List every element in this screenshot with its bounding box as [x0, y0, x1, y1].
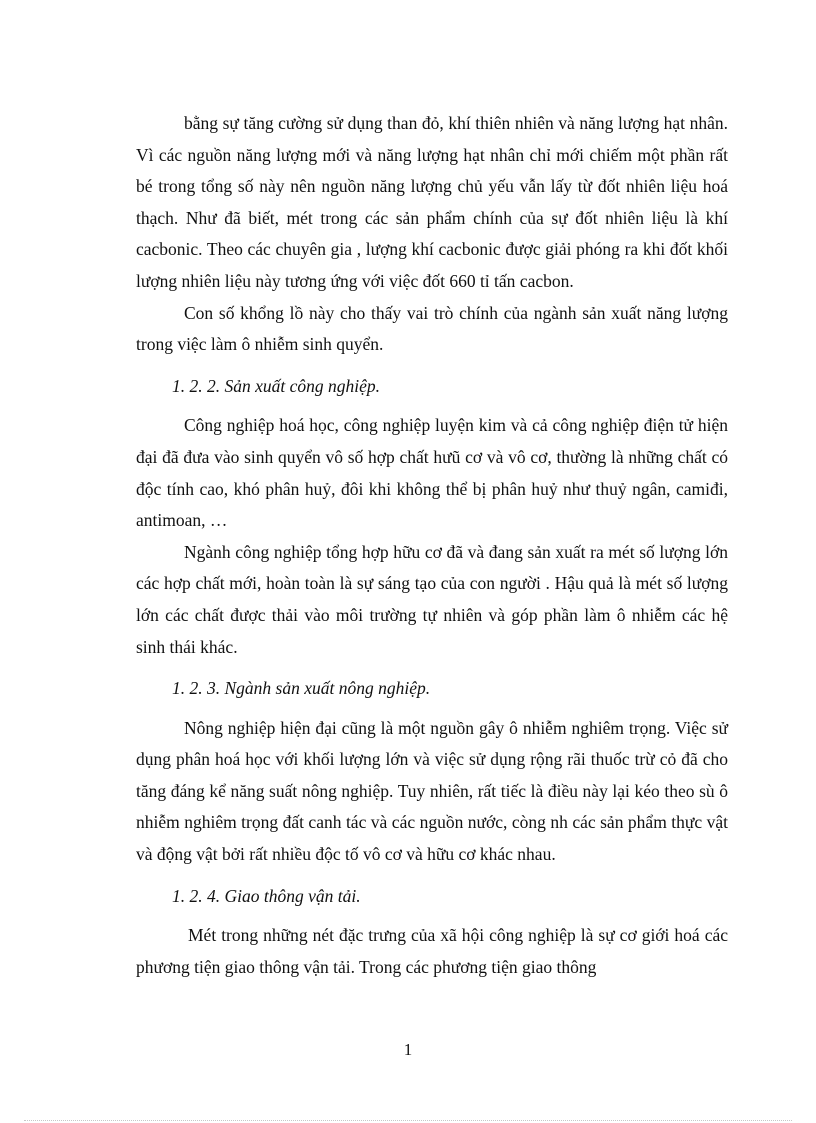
- paragraph-agriculture-1: Nông nghiệp hiện đại cũng là một nguồn gây ô nhiễm nghiêm trọng. Việc sử dụng phân hoá học với khối lượng lớn và việc sử dụng rộng rãi thuốc trừ cỏ đã cho tăng đáng kể năng suất nông nghiệp. Tuy nhiên, rất tiếc là điều này lại kéo theo sù ô nhiễm nghiêm trọng đất canh tác và các nguồn nước, còng nh các sản phẩm thực vật và động vật bởi rất nhiều độc tố vô cơ và hữu cơ khác nhau.: [136, 717, 728, 865]
- page-number: 1: [403, 1040, 413, 1059]
- paragraph-industry-1: Công nghiệp hoá học, công nghiệp luyện kim và cả công nghiệp điện tử hiện đại đã đưa vào sinh quyển vô số hợp chất hưũ cơ và vô cơ, thường là những chất có độc tính cao, khó phân huỷ, đôi khi không thể bị phân huỷ như thuỷ ngân, camiđi, antimoan, …: [136, 415, 728, 531]
- paragraph-energy-conclusion: Con số khổng lồ này cho thấy vai trò chính của ngành sản xuất năng lượng trong việc làm ô nhiễm sinh quyển.: [136, 302, 728, 355]
- section-heading-industry: 1. 2. 2. Sản xuất công nghiệp.: [172, 375, 381, 396]
- section-heading-agriculture: 1. 2. 3. Ngành sản xuất nông nghiệp.: [172, 678, 431, 699]
- paragraph-transport-1: Mét trong những nét đặc trưng của xã hội công nghiệp là sự cơ giới hoá các phương tiện giao thông vận tải. Trong các phương tiện giao thông: [136, 925, 728, 977]
- page-bottom-divider: [24, 1120, 792, 1121]
- paragraph-energy-continuation: bằng sự tăng cường sử dụng than đỏ, khí thiên nhiên và năng lượng hạt nhân. Vì các nguồn năng lượng mới và năng lượng hạt nhân chỉ mới chiếm một phần rất bé trong tổng số này nên nguồn năng lượng chủ yếu vẫn lấy từ đốt nhiên liệu hoá thạch. Như đã biết, mét trong các sản phẩm chính của sự đốt nhiên liệu là khí cacbonic. Theo các chuyên gia , lượng khí cacbonic được giải phóng ra khi đốt khối lượng nhiên liệu này tương ứng với việc đốt 660 tỉ tấn cacbon.: [136, 113, 728, 291]
- page-body: [136, 108, 728, 983]
- section-heading-transport: 1. 2. 4. Giao thông vận tải.: [172, 885, 361, 906]
- paragraph-industry-2: Ngành công nghiệp tổng hợp hữu cơ đã và đang sản xuất ra mét số lượng lớn các hợp chất mới, hoàn toàn là sự sáng tạo của con người . Hậu quả là mét số lượng lớn các chất được thải vào môi trường tự nhiên và góp phần làm ô nhiễm các hệ sinh thái khác.: [136, 541, 728, 657]
